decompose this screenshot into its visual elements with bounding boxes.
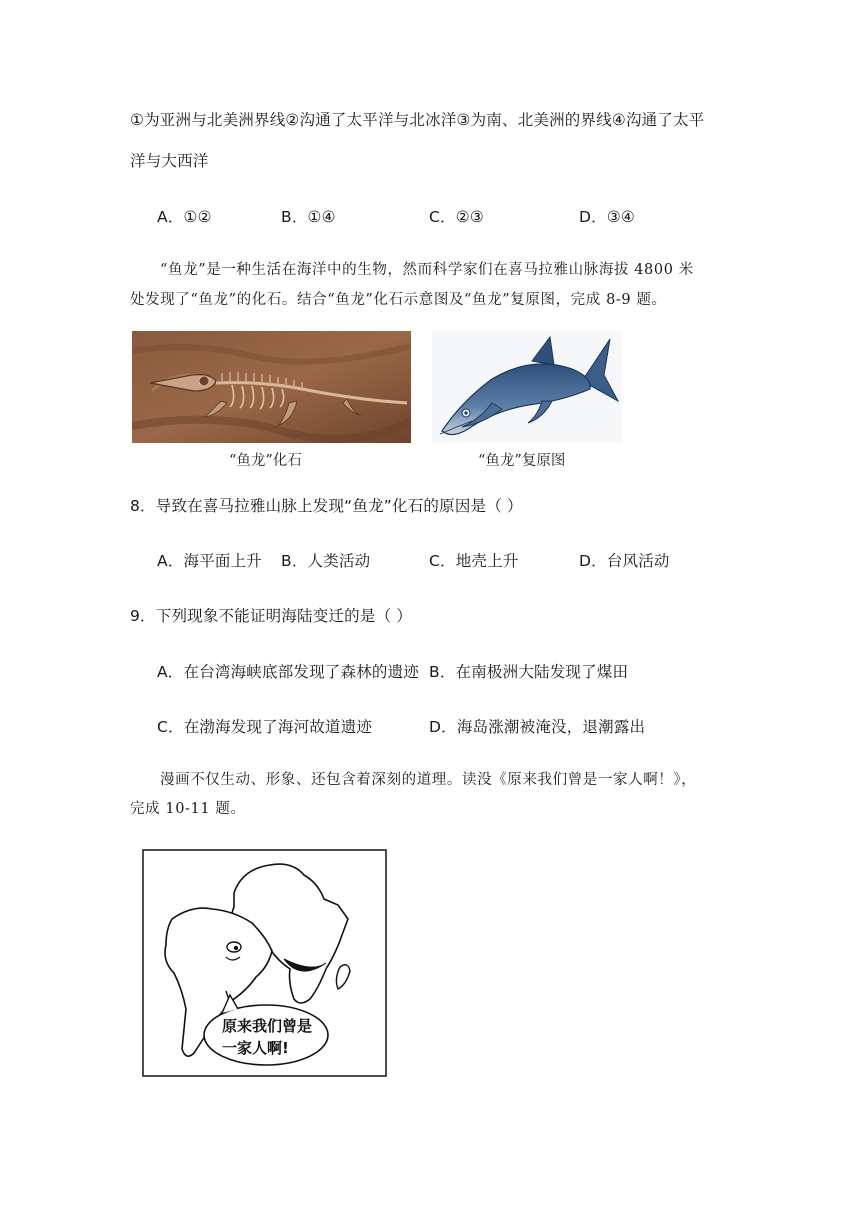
q9-option-b: B．在南极洲大陆发现了煤田 <box>429 663 629 681</box>
q8-option-c: C．地壳上升 <box>429 552 519 570</box>
q9-option-c: C．在渤海发现了海河故道遗迹 <box>157 718 373 736</box>
bubble-line1: 原来我们曾是 <box>222 1017 313 1035</box>
option-d: D．③④ <box>579 208 636 226</box>
passage2-line2: 完成 10-11 题。 <box>130 801 246 817</box>
q9-option-a: A．在台湾海峡底部发现了森林的遗迹 <box>157 663 420 681</box>
passage-line2: 处发现了“鱼龙”的化石。结合“鱼龙”化石示意图及“鱼龙”复原图，完成 8-9 题。 <box>130 292 667 308</box>
option-a: A．①② <box>157 208 212 226</box>
bubble-line2: 一家人啊! <box>222 1039 289 1057</box>
question-text-line1: ①为亚洲与北美洲界线②沟通了太平洋与北冰洋③为南、北美洲的界线④沟通了太平 <box>130 111 705 129</box>
q9-stem: 9．下列现象不能证明海陆变迁的是（ ） <box>130 607 413 625</box>
option-b: B．①④ <box>281 208 336 226</box>
q8-stem: 8．导致在喜马拉雅山脉上发现“鱼龙”化石的原因是（ ） <box>130 497 523 515</box>
q8-option-a: A．海平面上升 <box>157 552 263 570</box>
question-text-line2: 洋与大西洋 <box>130 152 209 170</box>
q8-option-b: B．人类活动 <box>281 552 371 570</box>
fossil-image <box>132 331 411 443</box>
continents-cartoon <box>142 849 387 1077</box>
option-c: C．②③ <box>429 208 484 226</box>
q9-option-d: D．海岛涨潮被淹没，退潮露出 <box>429 718 646 736</box>
fossil-caption: “鱼龙”化石 <box>229 453 302 469</box>
passage2-line1: 漫画不仅生动、形象、还包含着深刻的道理。读没《原来我们曾是一家人啊！》， <box>160 772 697 788</box>
restoration-caption: “鱼龙”复原图 <box>478 453 566 469</box>
q8-option-d: D．台风活动 <box>579 552 670 570</box>
ichthyosaur-restoration-image <box>432 331 622 443</box>
passage-line1: “鱼龙”是一种生活在海洋中的生物，然而科学家们在喜马拉雅山脉海拔 4800 米 <box>160 262 694 278</box>
